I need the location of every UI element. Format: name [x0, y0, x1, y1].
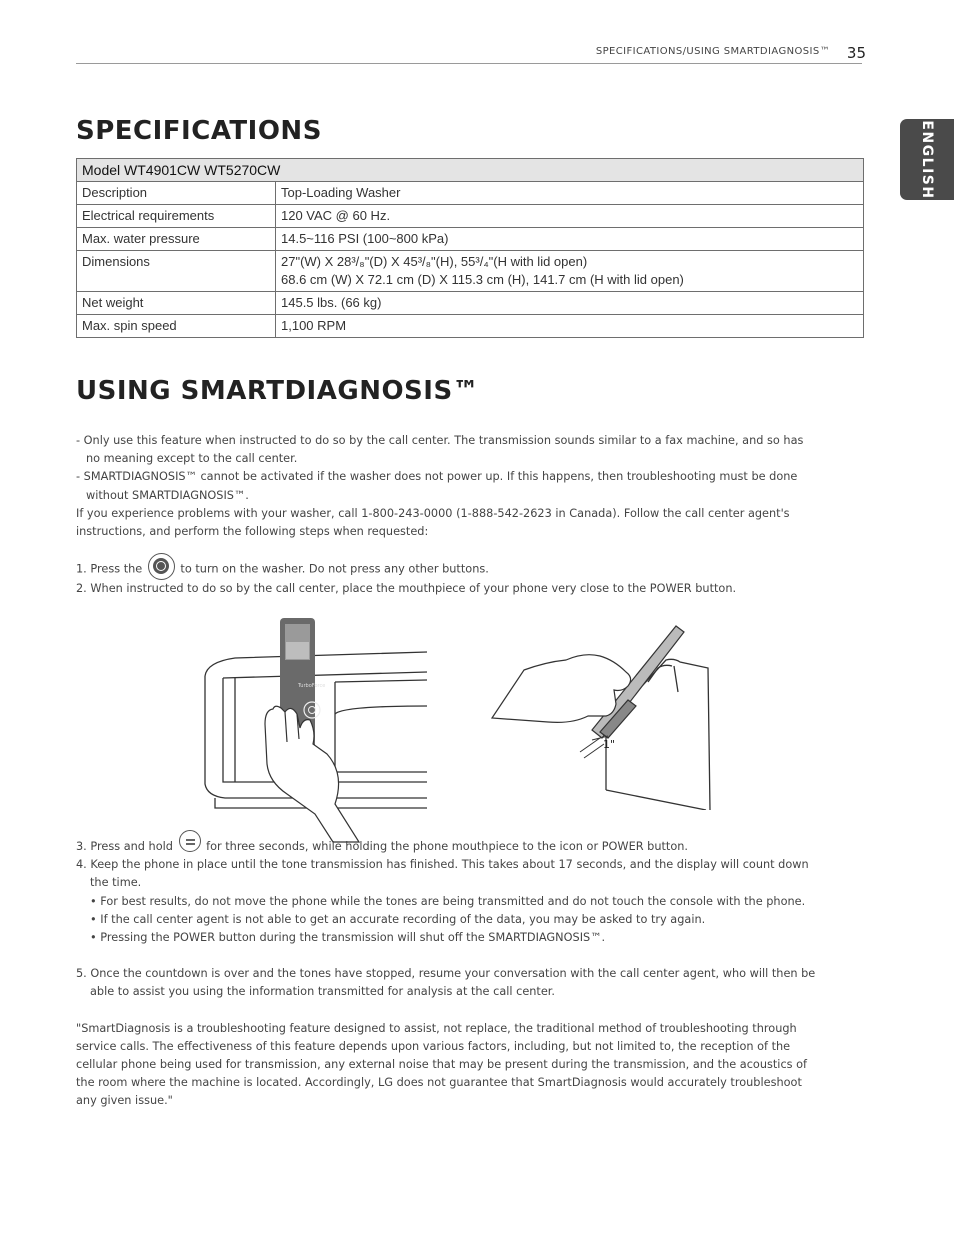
disclaimer: service calls. The effectiveness of this feature depends upon various factors, including, but not limited to, the reception of the — [76, 1039, 791, 1053]
step-4: 4. Keep the phone in place until the tone transmission has finished. This takes about 17 seconds, and the display will count down — [76, 858, 809, 872]
instructions-block — [76, 432, 864, 598]
language-tab-label: ENGLISH — [919, 119, 935, 200]
bullet-note-cont: no meaning except to the call center. — [86, 452, 298, 466]
spec-label: Electrical requirements — [77, 205, 276, 228]
step-5-cont: able to assist you using the information transmitted for analysis at the call center. — [90, 985, 556, 999]
disclaimer: cellular phone being used for transmission, any external noise that may be present during the transmission, and the acoustics of — [76, 1058, 808, 1072]
spec-value — [276, 251, 864, 292]
bullet-note-cont: without SMARTDIAGNOSIS™. — [86, 488, 249, 502]
specifications-title: SPECIFICATIONS — [76, 116, 322, 146]
step-1 — [76, 559, 864, 580]
disclaimer: "SmartDiagnosis is a troubleshooting feature designed to assist, not replace, the traditional method of troubleshooting through — [76, 1021, 797, 1035]
step-3-text: 3. Press and hold — [76, 840, 173, 853]
table-row — [77, 315, 864, 338]
step-1-text-end: to turn on the washer. Do not press any other buttons. — [180, 562, 489, 576]
dimensions-metric: 68.6 cm (W) X 72.1 cm (D) X 115.3 cm (H), 141.7 cm (H with lid open) — [281, 272, 684, 287]
step-4-cont: the time. — [90, 876, 142, 890]
power-button-icon — [148, 553, 175, 580]
sub-bullet: • Pressing the POWER button during the transmission will shut off the SMARTDIAGNOSIS™. — [90, 931, 606, 945]
spec-label: Description — [77, 182, 276, 205]
step-5: 5. Once the countdown is over and the tones have stopped, resume your conversation with the call center agent, who will then be — [76, 967, 816, 981]
step-3-text-end: for three seconds, while holding the phone mouthpiece to the icon or POWER button. — [206, 840, 689, 853]
table-row — [77, 182, 864, 205]
spec-value: Top-Loading Washer — [276, 182, 864, 205]
phone-distance-illustration — [488, 620, 723, 810]
intro-text: instructions, and perform the following steps when requested: — [76, 525, 429, 539]
wash-temp-button-icon — [179, 830, 201, 852]
step-1-text: 1. Press the — [76, 562, 143, 576]
table-row — [77, 205, 864, 228]
header-rule — [76, 63, 862, 64]
phone-on-console-illustration — [195, 614, 435, 844]
dimensions-imperial: 27"(W) X 28³/₈"(D) X 45³/₈"(H), 55³/₄"(H with lid open) — [281, 254, 588, 269]
sub-bullet: • If the call center agent is not able to get an accurate recording of the data, you may be asked to try again. — [90, 912, 706, 926]
steps-block — [76, 838, 864, 1111]
table-row — [77, 251, 864, 292]
disclaimer: any given issue." — [76, 1094, 173, 1108]
spec-value: 120 VAC @ 60 Hz. — [276, 205, 864, 228]
sub-bullet: • For best results, do not move the phone while the tones are being transmitted and do not touch the console with the phone. — [90, 894, 806, 908]
table-row — [77, 228, 864, 251]
spec-value: 145.5 lbs. (66 kg) — [276, 292, 864, 315]
step-2: 2. When instructed to do so by the call center, place the mouthpiece of your phone very close to the POWER button. — [76, 582, 737, 596]
spec-value: 1,100 RPM — [276, 315, 864, 338]
language-tab[interactable] — [900, 119, 954, 200]
bullet-note: - SMARTDIAGNOSIS™ cannot be activated if the washer does not power up. If this happens, then troubleshooting must be done — [76, 470, 798, 484]
disclaimer: the room where the machine is located. Accordingly, LG does not guarantee that SmartDiagnosis would accurately troubleshoot — [76, 1076, 802, 1090]
table-row — [77, 292, 864, 315]
page-number: 35 — [846, 44, 866, 62]
step-3 — [76, 838, 864, 856]
console-logo: TurboForce — [298, 683, 326, 689]
model-row: Model WT4901CW WT5270CW — [77, 159, 864, 182]
spec-label: Net weight — [77, 292, 276, 315]
spec-label: Max. water pressure — [77, 228, 276, 251]
bullet-note: - Only use this feature when instructed to do so by the call center. The transmission sounds similar to a fax machine, and so has — [76, 434, 804, 447]
spec-label: Dimensions — [77, 251, 276, 292]
smartdiagnosis-title: USING SMARTDIAGNOSIS™ — [76, 376, 480, 406]
distance-label: 1" — [603, 738, 616, 751]
running-head: SPECIFICATIONS/USING SMARTDIAGNOSIS™ — [595, 46, 830, 57]
intro-text: If you experience problems with your washer, call 1-800-243-0000 (1-888-542-2623 in Canada). Follow the call center agent's — [76, 506, 790, 520]
specifications-table — [76, 158, 864, 338]
spec-label: Max. spin speed — [77, 315, 276, 338]
spec-value: 14.5~116 PSI (100~800 kPa) — [276, 228, 864, 251]
